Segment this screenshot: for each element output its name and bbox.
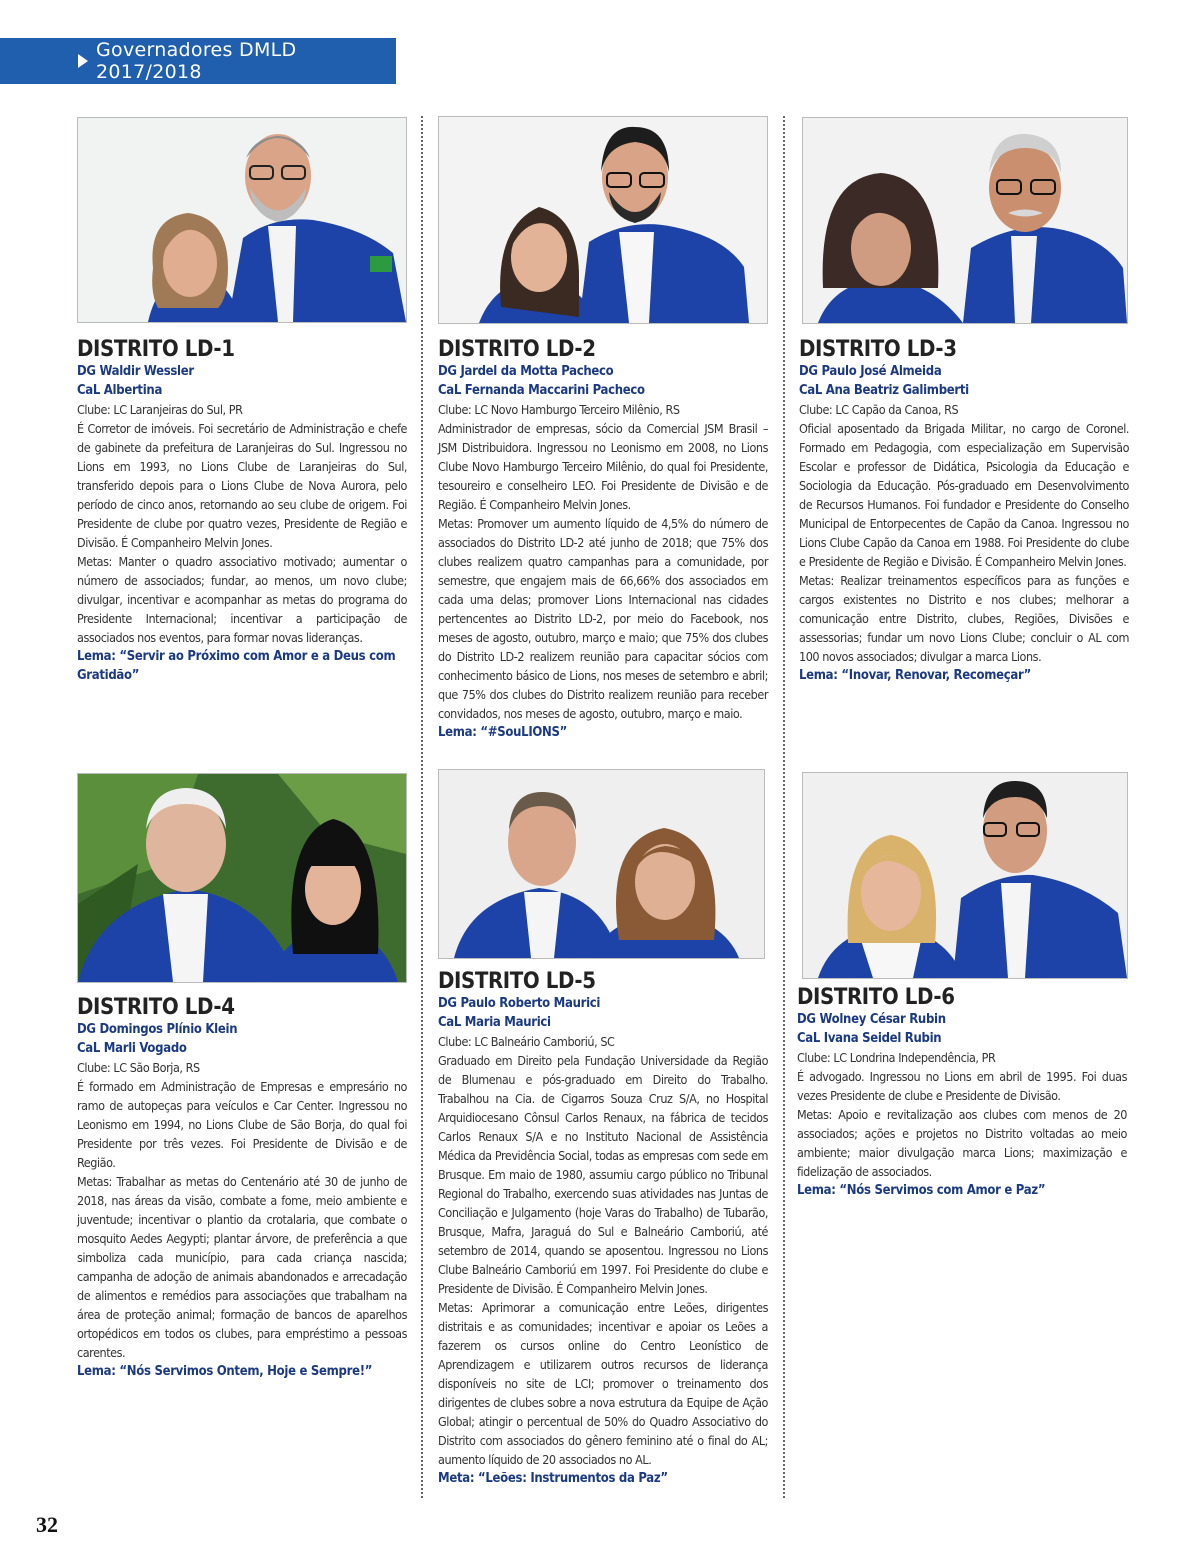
page-number: 32 xyxy=(36,1512,58,1537)
district-title: DISTRITO LD-2 xyxy=(438,337,596,362)
district-title: DISTRITO LD-3 xyxy=(799,337,957,362)
spouse-name: CaL Ivana Seidel Rubin xyxy=(797,1031,942,1046)
motto: Lema: “Inovar, Renovar, Recomeçar” xyxy=(799,668,1032,683)
play-arrow-icon xyxy=(78,54,88,68)
goals: Metas: Realizar treinamentos específicos para as funções e cargos existentes no Distrito e nos clubes; melhorar a comunicação entre Distrito, clubes, Regiões, Divisões e assessorias; fundar um novo Lions Clube; concluir o AL com 100 novos associados; divulgar a marca Lions. xyxy=(799,573,1129,664)
district-title: DISTRITO LD-4 xyxy=(77,995,235,1020)
photo-ld3 xyxy=(802,117,1128,324)
motto: Lema: “#SouLIONS” xyxy=(438,725,568,740)
spouse-name: CaL Maria Maurici xyxy=(438,1015,551,1030)
goals: Metas: Trabalhar as metas do Centenário até 30 de junho de 2018, nas áreas da visão, combate a fome, meio ambiente e juventude; incentivar o plantio da crotalaria, que combate o mosquito Aedes Aegypti; plantar árvore, de preferência a que simboliza cada município, para cada criança nascida; campanha de adoção de animais abandonados e arrecadação de alimentos e remédios para associações que trabalham na área de proteção animal; formação de bancos de aparelhos ortopédicos em todos os clubes, para empréstimo a pessoas carentes. xyxy=(77,1174,407,1360)
biography: É advogado. Ingressou no Lions em abril de 1995. Foi duas vezes Presidente de clube e Presidente de Divisão. xyxy=(797,1069,1127,1103)
column-divider xyxy=(783,116,785,1498)
motto: Meta: “Leões: Instrumentos da Paz” xyxy=(438,1471,668,1486)
section-title: Governadores DMLD 2017/2018 xyxy=(96,39,297,83)
district-card-ld6 xyxy=(797,986,1127,1200)
district-card-ld2 xyxy=(438,338,768,742)
column-divider xyxy=(421,116,423,1498)
governor-name: DG Paulo José Almeida xyxy=(799,364,942,379)
photo-ld1 xyxy=(77,117,407,323)
section-header xyxy=(0,38,396,84)
motto: Lema: “Nós Servimos com Amor e Paz” xyxy=(797,1183,1046,1198)
governor-name: DG Wolney César Rubin xyxy=(797,1012,946,1027)
club-line: Clube: LC Capão da Canoa, RS xyxy=(799,402,959,417)
governor-name: DG Waldir Wessler xyxy=(77,364,194,379)
club-line: Clube: LC Novo Hamburgo Terceiro Milênio, RS xyxy=(438,402,680,417)
biography: É Corretor de imóveis. Foi secretário de Administração e chefe de gabinete da prefeitura de Laranjeiras do Sul. Ingressou no Lions em 1993, no Lions Clube de Laranjeiras do Sul, transferido depois para o Lions Clube de Nova Aurora, pelo período de cinco anos, retornando ao seu clube de origem. Foi Presidente de clube por quatro vezes, Presidente de Região e Divisão. É Companheiro Melvin Jones. xyxy=(77,421,407,550)
motto: Lema: “Servir ao Próximo com Amor e a Deus com Gratidão” xyxy=(77,649,396,683)
district-title: DISTRITO LD-6 xyxy=(797,985,955,1010)
club-line: Clube: LC Londrina Independência, PR xyxy=(797,1050,996,1065)
district-card-ld5 xyxy=(438,970,768,1488)
club-line: Clube: LC Balneário Camboriú, SC xyxy=(438,1034,615,1049)
district-card-ld3 xyxy=(799,338,1129,685)
goals: Metas: Promover um aumento líquido de 4,5% do número de associados do Distrito LD-2 até junho de 2018; que 75% dos clubes realizem quatro campanhas para a comunidade, por semestre, que engajem mais de 66,66% dos associados em cada uma delas; promover Lions Internacional nas cidades pertencentes ao Distrito LD-2, por meio do Facebook, nos meses de agosto, outubro, março e maio; que 75% dos clubes do Distrito LD-2 realizem reunião para capacitar sócios com conhecimento básico de Lions, nos meses de setembro e abril; que 75% dos clubes do Distrito realizem reunião para receber convidados, nos meses de agosto, outubro, março e maio. xyxy=(438,516,768,721)
photo-ld4 xyxy=(77,773,407,983)
governor-name: DG Jardel da Motta Pacheco xyxy=(438,364,614,379)
photo-ld5 xyxy=(438,769,765,959)
goals: Metas: Apoio e revitalização aos clubes com menos de 20 associados; ações e projetos no Distrito voltadas ao meio ambiente; maior divulgação marca Lions; maximização e fidelização de associados. xyxy=(797,1107,1127,1179)
district-card-ld1 xyxy=(77,338,407,685)
biography: Oficial aposentado da Brigada Militar, no cargo de Coronel. Formado em Pedagogia, com especialização em Supervisão Escolar e professor de Didática, Psicologia da Educação e Sociologia da Educação. Pós-graduado em Desenvolvimento de Recursos Humanos. Foi fundador e Presidente do Conselho Municipal de Entorpecentes de Capão da Canoa. Ingressou no Lions Clube Capão da Canoa em 1988. Foi Presidente do clube e Presidente de Região e Divisão. É Companheiro Melvin Jones. xyxy=(799,421,1129,569)
spouse-name: CaL Marli Vogado xyxy=(77,1041,187,1056)
biography: Graduado em Direito pela Fundação Universidade da Região de Blumenau e pós-graduado em Direito do Trabalho. Trabalhou na Cia. de Cigarros Souza Cruz S/A, no Hospital Arquidiocesano Cônsul Carlos Renaux, na fábrica de tecidos Carlos Renaux S/A e no Instituto Nacional de Assistência Médica da Previdência Social, todas as empresas com sede em Brusque. Em maio de 1980, assumiu cargo público no Tribunal Regional do Trabalho, exercendo suas atividades nas Juntas de Conciliação e Julgamento (hoje Varas do Trabalho) de Tubarão, Brusque, Mafra, Jaraguá do Sul e Balneário Camboriú, até setembro de 2014, quando se aposentou. Ingressou no Lions Clube Balneário Camboriú em 1997. Foi Presidente do clube e Presidente de Divisão. É Companheiro Melvin Jones. xyxy=(438,1053,768,1296)
biography: É formado em Administração de Empresas e empresário no ramo de autopeças para veículos e Car Center. Ingressou no Leonismo em 1994, no Lions Clube de São Borja, do qual foi Presidente por três vezes. Foi Presidente de Divisão e de Região. xyxy=(77,1079,407,1170)
club-line: Clube: LC Laranjeiras do Sul, PR xyxy=(77,402,243,417)
spouse-name: CaL Ana Beatriz Galimberti xyxy=(799,383,969,398)
spouse-name: CaL Fernanda Maccarini Pacheco xyxy=(438,383,645,398)
club-line: Clube: LC São Borja, RS xyxy=(77,1060,200,1075)
motto: Lema: “Nós Servimos Ontem, Hoje e Sempre!” xyxy=(77,1364,373,1379)
governor-name: DG Paulo Roberto Maurici xyxy=(438,996,601,1011)
district-title: DISTRITO LD-1 xyxy=(77,337,235,362)
biography: Administrador de empresas, sócio da Comercial JSM Brasil – JSM Distribuidora. Ingressou no Leonismo em 2008, no Lions Clube Novo Hamburgo Terceiro Milênio, do qual foi Presidente, tesoureiro e conselheiro LEO. Foi Presidente de Divisão e de Região. É Companheiro Melvin Jones. xyxy=(438,421,768,512)
photo-ld6 xyxy=(802,772,1128,979)
goals: Metas: Manter o quadro associativo motivado; aumentar o número de associados; fundar, ao menos, um novo clube; divulgar, incentivar e acompanhar as metas do programa do Presidente Internacional; incentivar a participação de associados nos eventos, para formar novas lideranças. xyxy=(77,554,407,645)
spouse-name: CaL Albertina xyxy=(77,383,163,398)
photo-ld2 xyxy=(438,116,768,324)
district-title: DISTRITO LD-5 xyxy=(438,969,596,994)
governor-name: DG Domingos Plínio Klein xyxy=(77,1022,238,1037)
goals: Metas: Aprimorar a comunicação entre Leões, dirigentes distritais e as comunidades; incentivar e apoiar os Leões a fazerem os cursos online do Centro Leonístico de Aprendizagem e utilizarem outros recursos de liderança disponíveis no site de LCI; promover o treinamento dos dirigentes de clubes sobre a nova estrutura da Equipe de Ação Global; atingir o percentual de 50% do Quadro Associativo do Distrito com associados do gênero feminino até o final do AL; aumento líquido de 20 associados no AL. xyxy=(438,1300,768,1467)
district-card-ld4 xyxy=(77,996,407,1381)
